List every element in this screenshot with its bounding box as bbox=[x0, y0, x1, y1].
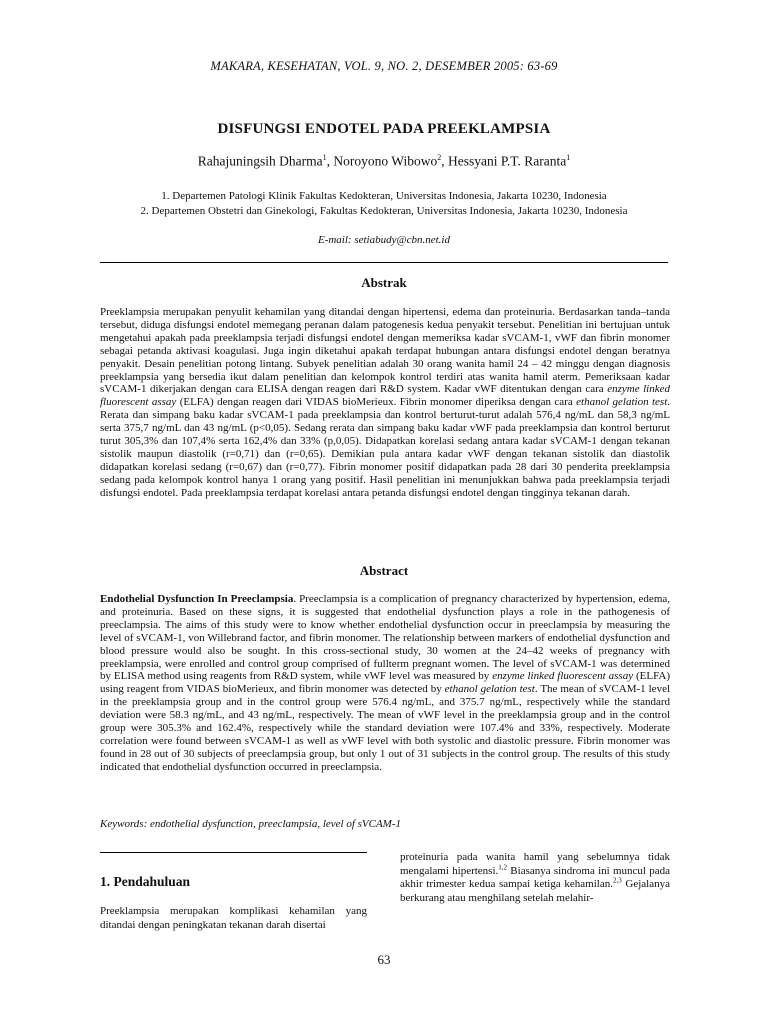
affiliation-2: 2. Departemen Obstetri dan Ginekologi, Fakultas Kedokteran, Universitas Indonesia, Jakarta 10230, Indonesia bbox=[140, 205, 628, 217]
author-affiliation-mark: 1 bbox=[322, 153, 327, 162]
abstract-heading: Abstract bbox=[359, 563, 409, 578]
author-separator: , bbox=[441, 153, 448, 169]
abstrak-text: . Rerata dan simpang baku kadar sVCAM-1 pada preeklampsia dan kontrol berturut-turut adalah 576,4 ng/mL dan 58,3 ng/mL serta 375,7 ng/mL dan 43 ng/mL (p<0,05). Sedang rerata dan simpang baku kadar vWF pada preeklampsia dan kontrol berturut turut 305,3% dan 107,4% serta 162,4% dan 33% (p,0,05). Didapatkan korelasi sedang antara kadar sVCAM-1 dengan tekanan sistolik maupun diastolik (r=0,71) dan (r=0,65). Demikian pula antara kadar vWF dengan tekanan sistolik dan diastolik didapatkan korelasi sedang (r=0,67) dan (r=0,77). Fibrin monomer positif didapatkan pada 28 dari 30 penderita preeklampsia sedang pada kelompok kontrol hanya 1 orang yang positif. Hasil penelitian ini menunjukkan bahwa pada preeklampsia terjadi disfungsi endotel. Pada preeklampsia terdapat korelasi antara petanda disfungsi endotel dengan tingginya tekanan darah. bbox=[100, 396, 670, 499]
abstract-italic-term: enzyme linked fluorescent assay bbox=[492, 670, 634, 683]
body-text: proteinuria pada wanita hamil yang sebelumnya tidak mengalami hipertensi. bbox=[400, 851, 670, 877]
author-separator: , bbox=[326, 153, 334, 169]
contact-email: E-mail: setiabudy@cbn.net.id bbox=[317, 234, 450, 246]
abstrak-heading: Abstrak bbox=[361, 275, 407, 290]
abstract-italic-term: ethanol gelation test bbox=[444, 683, 535, 696]
author-affiliation-mark: 1 bbox=[566, 153, 571, 162]
abstract-body bbox=[100, 593, 670, 774]
author-name: Rahajuningsih Dharma bbox=[197, 153, 323, 169]
body-text: Gejalanya berkurang atau menghilang setelah melahir- bbox=[400, 878, 671, 904]
left-column-text: Preeklampsia merupakan komplikasi kehamilan yang ditandai dengan peningkatan tekanan darah disertai bbox=[100, 905, 367, 931]
abstrak-italic-term: ethanol gelation test bbox=[576, 396, 668, 409]
abstract-bold-title: Endothelial Dysfunction In Preeclampsia bbox=[100, 593, 294, 605]
body-text: Biasanya sindroma ini muncul pada akhir trimester kedua sampai ketiga kehamilan. bbox=[400, 864, 671, 890]
affiliation-1: 1. Departemen Patologi Klinik Fakultas Kedokteran, Universitas Indonesia, Jakarta 10230, Indonesia bbox=[161, 190, 607, 202]
header-divider bbox=[100, 262, 668, 263]
citation-mark: 1,2 bbox=[498, 862, 508, 871]
abstract-text: (ELFA) using reagent from VIDAS bioMerieux, and fibrin monomer was detected by bbox=[100, 670, 670, 696]
keywords: Keywords: endothelial dysfunction, preeclampsia, level of sVCAM-1 bbox=[100, 818, 402, 830]
author-name: Hessyani P.T. Raranta bbox=[447, 153, 567, 169]
page-number: 63 bbox=[377, 952, 391, 967]
right-column-text bbox=[400, 851, 670, 905]
abstrak-text: Preeklampsia merupakan penyulit kehamilan yang ditandai dengan hipertensi, edema dan proteinuria. Berdasarkan tanda–tanda tersebut, diduga disfungsi endotel memegang peranan dalam patogenesis kedua penyakit tersebut. Penelitian ini bertujuan untuk mengetahui apakah pada preeklampsia terjadi disfungsi endotel dengan memeriksa kadar sVCAM-1, vWF dan fibrin monomer sebagai petanda aktivasi koagulasi. Juga ingin diketahui apakah terdapat hubungan antara disfungsi endotel dengan beratnya penyakit. Desain penelitian potong lintang. Subyek penelitian adalah 30 orang wanita hamil 24 – 42 minggu dengan diagnosis preeklampsia yang bersedia ikut dalam penelitian dan kelompok kontrol terdiri atas wanita hamil aterm. Pemeriksaan kadar sVCAM-1 dikerjakan dengan cara ELISA dengan reagen dari R&D system. Kadar vWF ditentukan dengan cara bbox=[100, 306, 670, 396]
abstract-text: . Preeclampsia is a complication of pregnancy characterized by hypertension, edema, and proteinuria. Based on these signs, it is suggested that endothelial dysfunction plays a role in the pathogenesis of preeclampsia. The aims of this study were to know whether endothelial dysfunction occur in preeclampsia by measuring the level of sVCAM-1, von Willebrand factor, and fibrin monomer. The relationship between markers of endothelial dysfunction and blood pressure would also be sought. In this cross-sectional study, 30 women at the 24–42 weeks of pregnancy with preeklampsia, were enrolled and control group comprised of fullterm pregnant women. The level of sVCAM-1 was determined by ELISA method using reagents from R&D system, while vWF level was measured by bbox=[100, 593, 671, 683]
author-affiliation-mark: 2 bbox=[437, 153, 442, 162]
abstrak-body bbox=[100, 306, 670, 500]
column-divider bbox=[100, 852, 367, 853]
author-list bbox=[0, 153, 768, 170]
abstract-text: . The mean of sVCAM-1 level in the preeklampsia group and in the control group were 576.4 ng/mL, and 375.7 ng/mL, respectively while the standard deviation were 58.3 ng/mL, and 43 ng/mL, respectively. The mean of vWF level in the preeklampsia group and in the control group were 305.3% and 162.4%, respectively while the standard deviation were 107.4% and 33%, respectively. Moderate correlation were found between sVCAM-1 as well as vWF level with both systolic and diastolic pressure. Fibrin monomer was found in 28 out of 30 subjects of preeclampsia group, but only 1 out of 31 subjects in the control group. The results of this study indicated that endothelial dysfunction occurred in preeclampsia. bbox=[100, 683, 671, 773]
journal-header: MAKARA, KESEHATAN, VOL. 9, NO. 2, DESEMBER 2005: 63-69 bbox=[210, 59, 558, 73]
article-title: DISFUNGSI ENDOTEL PADA PREEKLAMPSIA bbox=[217, 121, 551, 137]
abstrak-text: (ELFA) dengan reagen dari VIDAS bioMerieux. Fibrin monomer diperiksa dengan cara bbox=[176, 396, 577, 409]
author-name: Noroyono Wibowo bbox=[333, 153, 438, 169]
abstrak-italic-term: enzyme linked fluorescent assay bbox=[100, 383, 671, 409]
section-heading-pendahuluan: 1. Pendahuluan bbox=[100, 874, 191, 889]
citation-mark: 2,3 bbox=[612, 876, 622, 885]
